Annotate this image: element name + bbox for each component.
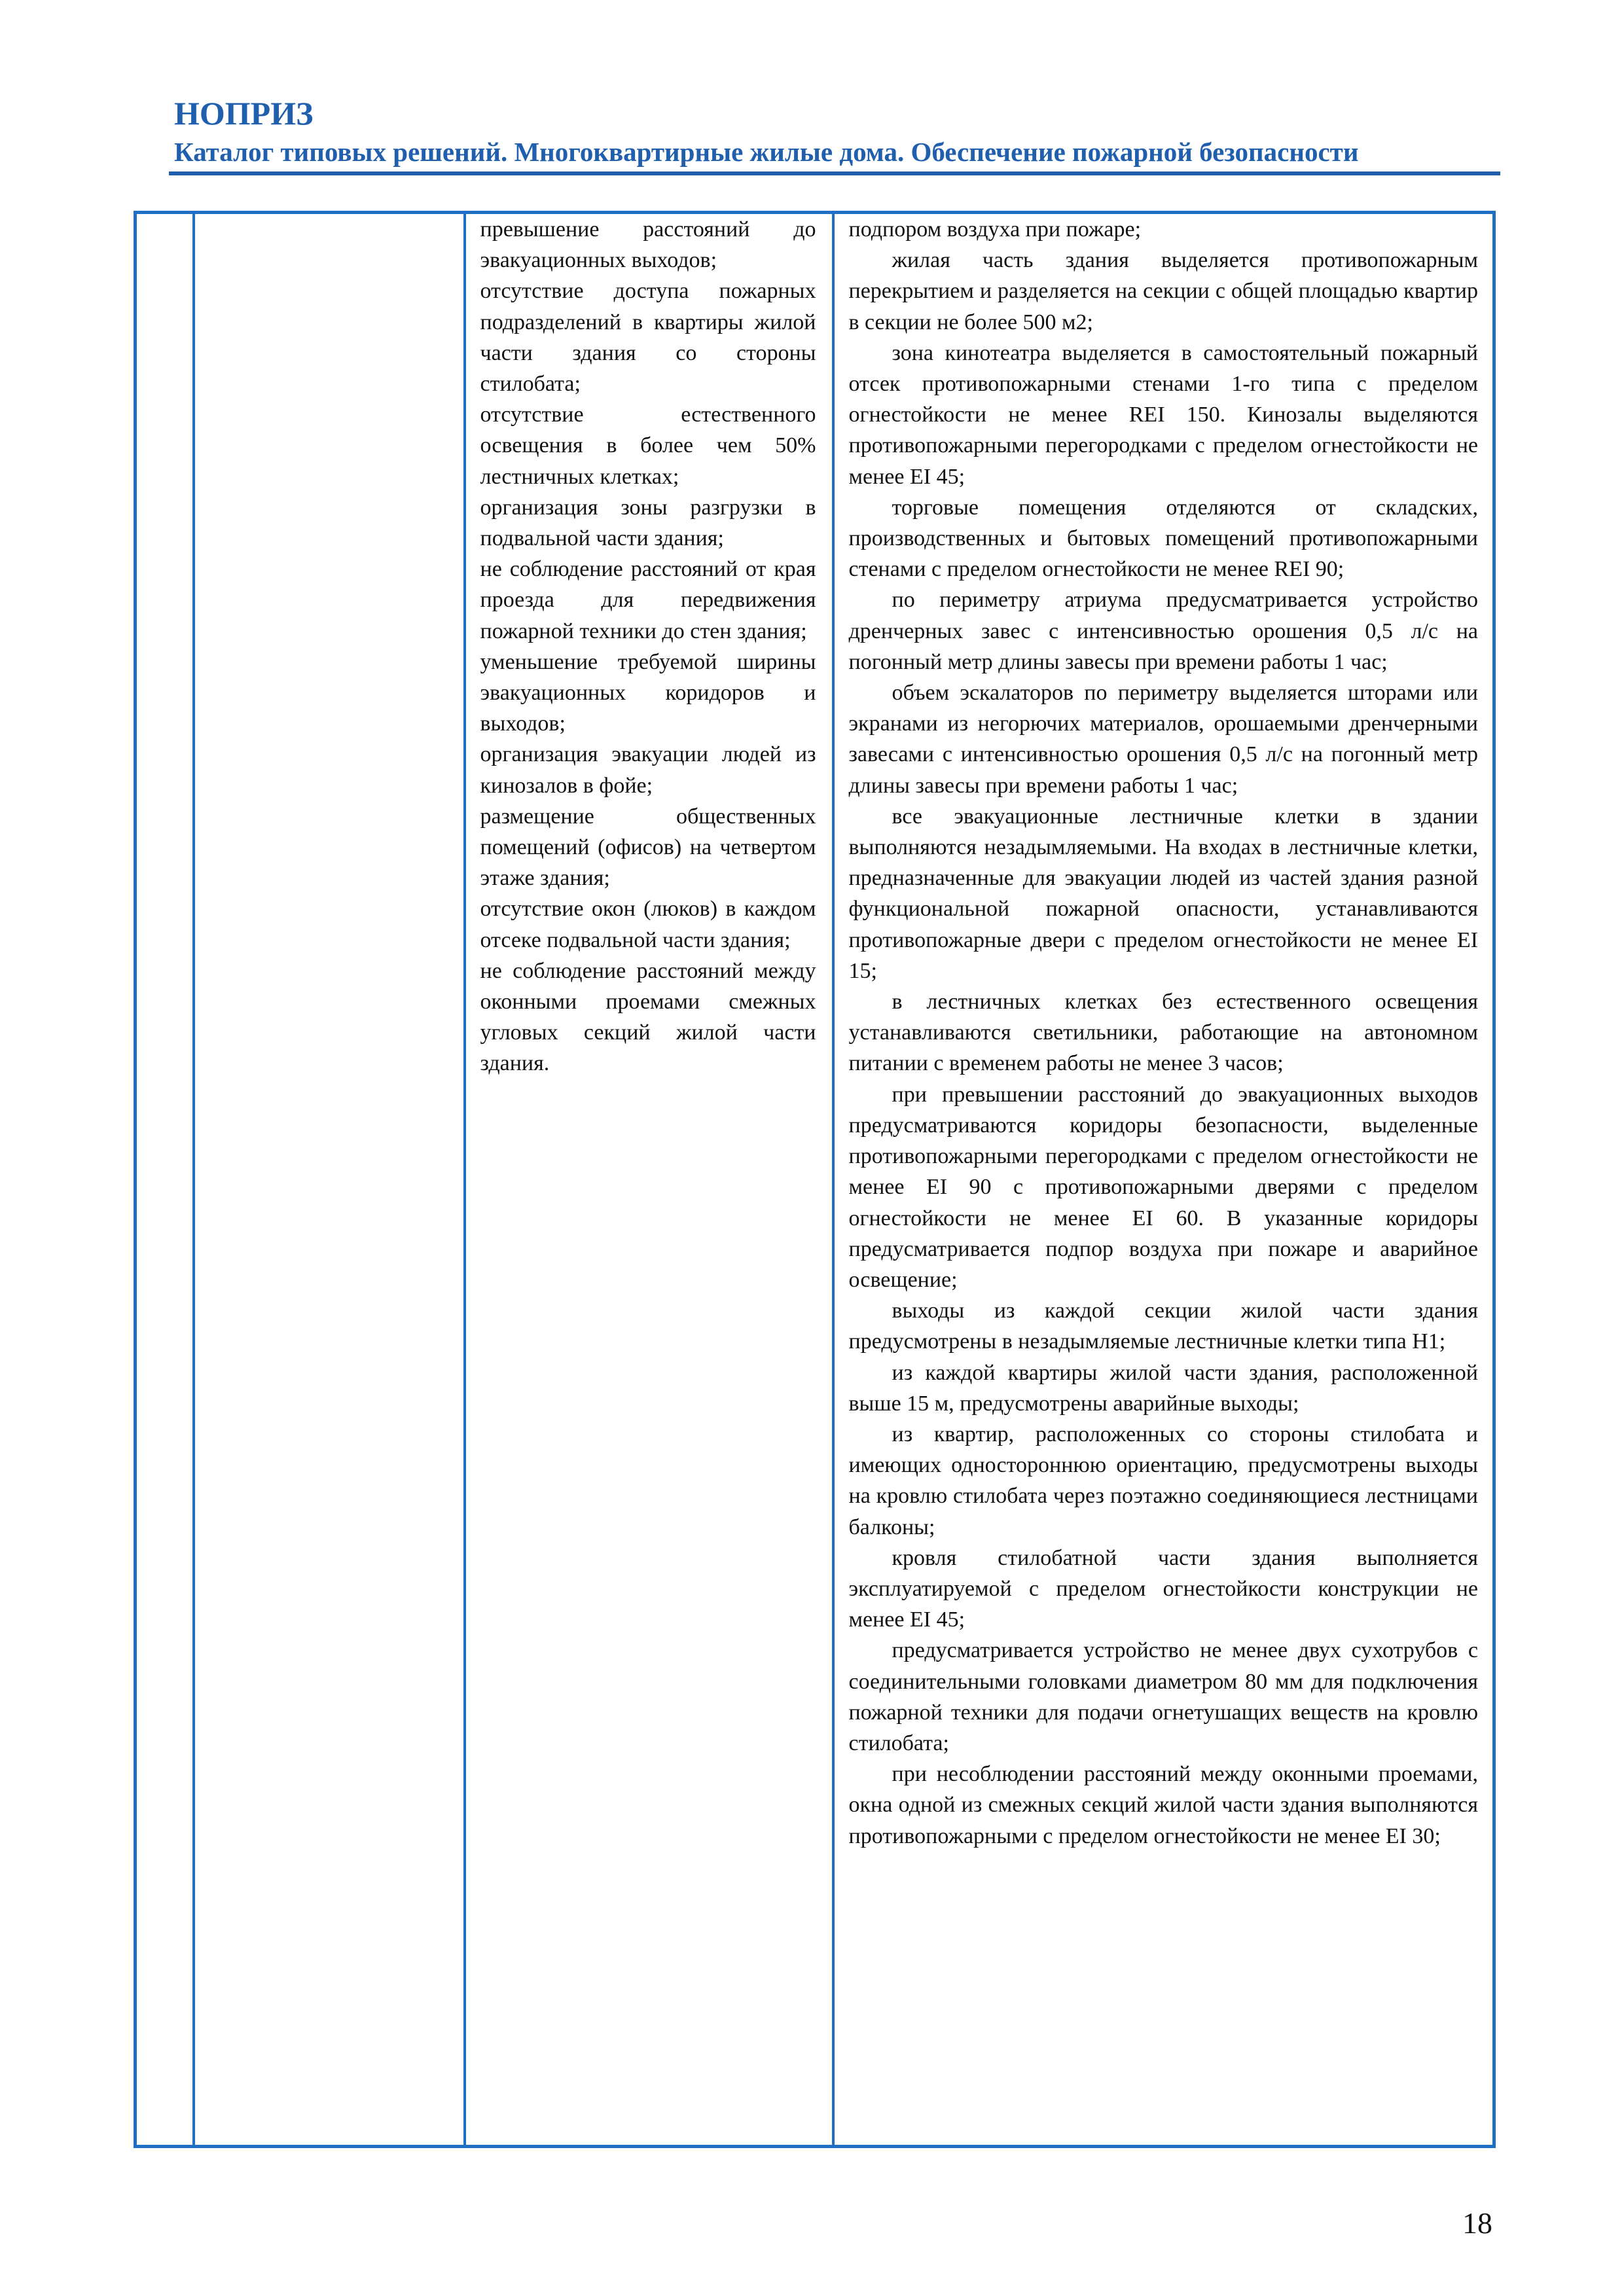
list-item: зона кинотеатра выделяется в самостоятельный пожарный отсек противопожарными стенами 1-го типа с пределом огнестойкости не менее REI 150. Кинозалы выделяются противопожарными перегородками с пределом огнестойкости не менее EI 45; [848, 340, 1478, 489]
list-item: подпором воздуха при пожаре; [848, 217, 1142, 242]
list-item: выходы из каждой секции жилой части здания предусмотрены в незадымляемые лестничные клетки типа Н1; [848, 1299, 1478, 1354]
list-item: при несоблюдении расстояний между оконными проемами, окна одной из смежных секций жилой части здания выполняются противопожарными с пределом огнестойкости не менее EI 30; [848, 1762, 1478, 1848]
list-item: торговые помещения отделяются от складских, производственных и бытовых помещений противопожарными стенами с пределом огнестойкости не менее REI 90; [848, 495, 1478, 582]
list-item: отсутствие окон (люков) в каждом отсеке подвальной части здания; [480, 897, 816, 952]
list-item: превышение расстояний до эвакуационных выходов; [480, 217, 816, 273]
deviations-cell [465, 213, 833, 2147]
list-item: организация эвакуации людей из кинозалов в фойе; [480, 742, 816, 798]
list-item: объем эскалаторов по периметру выделяется шторами или экранами из негорючих материалов, орошаемыми дренчерными завесами с интенсивностью орошения 0,5 л/с на погонный метр длины завесы при времени работы 1 час; [848, 681, 1478, 798]
list-item: не соблюдение расстояний между оконными проемами смежных угловых секций жилой части здания. [480, 958, 816, 1076]
list-item: в лестничных клетках без естественного освещения устанавливаются светильники, работающие на автономном питании с временем работы не менее 3 часов; [848, 990, 1478, 1076]
measures-cell [833, 213, 1494, 2147]
list-item: организация зоны разгрузки в подвальной части здания; [480, 495, 816, 551]
name-cell [194, 213, 465, 2147]
solutions-table [134, 211, 1496, 2148]
list-item: при превышении расстояний до эвакуационных выходов предусматриваются коридоры безопасности, выделенные противопожарными перегородками с пределом огнестойкости не менее EI 90 с противопожарными дверями с пределом огнестойкости не менее EI 60. В указанные коридоры предусматривается подпор воздуха при пожаре и аварийное освещение; [848, 1082, 1478, 1292]
header-divider [169, 171, 1500, 175]
organization-name: НОПРИЗ [174, 95, 314, 132]
list-item: не соблюдение расстояний от края проезда для передвижения пожарной техники до стен здания; [480, 557, 816, 643]
list-item: уменьшение требуемой ширины эвакуационных коридоров и выходов; [480, 649, 816, 736]
table-row [135, 213, 1494, 2147]
list-item: по периметру атриума предусматривается устройство дренчерных завес с интенсивностью орошения 0,5 л/с на погонный метр длины завесы при времени работы 1 час; [848, 588, 1478, 674]
list-item: кровля стилобатной части здания выполняется эксплуатируемой с пределом огнестойкости конструкции не менее EI 45; [848, 1545, 1478, 1632]
list-item: из квартир, расположенных со стороны стилобата и имеющих одностороннюю ориентацию, предусмотрены выходы на кровлю стилобата через поэтажно соединяющиеся лестницами балконы; [848, 1422, 1478, 1539]
catalog-subtitle: Каталог типовых решений. Многоквартирные жилые дома. Обеспечение пожарной безопасности [174, 137, 1359, 167]
list-item: отсутствие естественного освещения в более чем 50% лестничных клетках; [480, 403, 816, 489]
number-cell [135, 213, 194, 2147]
list-item: из каждой квартиры жилой части здания, расположенной выше 15 м, предусмотрены аварийные выходы; [848, 1360, 1478, 1416]
list-item: все эвакуационные лестничные клетки в здании выполняются незадымляемыми. На входах в лестничные клетки, предназначенные для эвакуации людей из частей здания разной функциональной пожарной опасности, устанавливаются противопожарные двери с пределом огнестойкости не менее EI 15; [848, 804, 1478, 983]
list-item: предусматривается устройство не менее двух сухотрубов с соединительными головками диаметром 80 мм для подключения пожарной техники для подачи огнетушащих веществ на кровлю стилобата; [848, 1638, 1478, 1755]
page-number: 18 [1462, 2206, 1492, 2240]
list-item: отсутствие доступа пожарных подразделений в квартиры жилой части здания со стороны стилобата; [480, 279, 816, 397]
list-item: размещение общественных помещений (офисов) на четвертом этаже здания; [480, 804, 816, 891]
list-item: жилая часть здания выделяется противопожарным перекрытием и разделяется на секции с общей площадью квартир в секции не более 500 м2; [848, 248, 1478, 334]
